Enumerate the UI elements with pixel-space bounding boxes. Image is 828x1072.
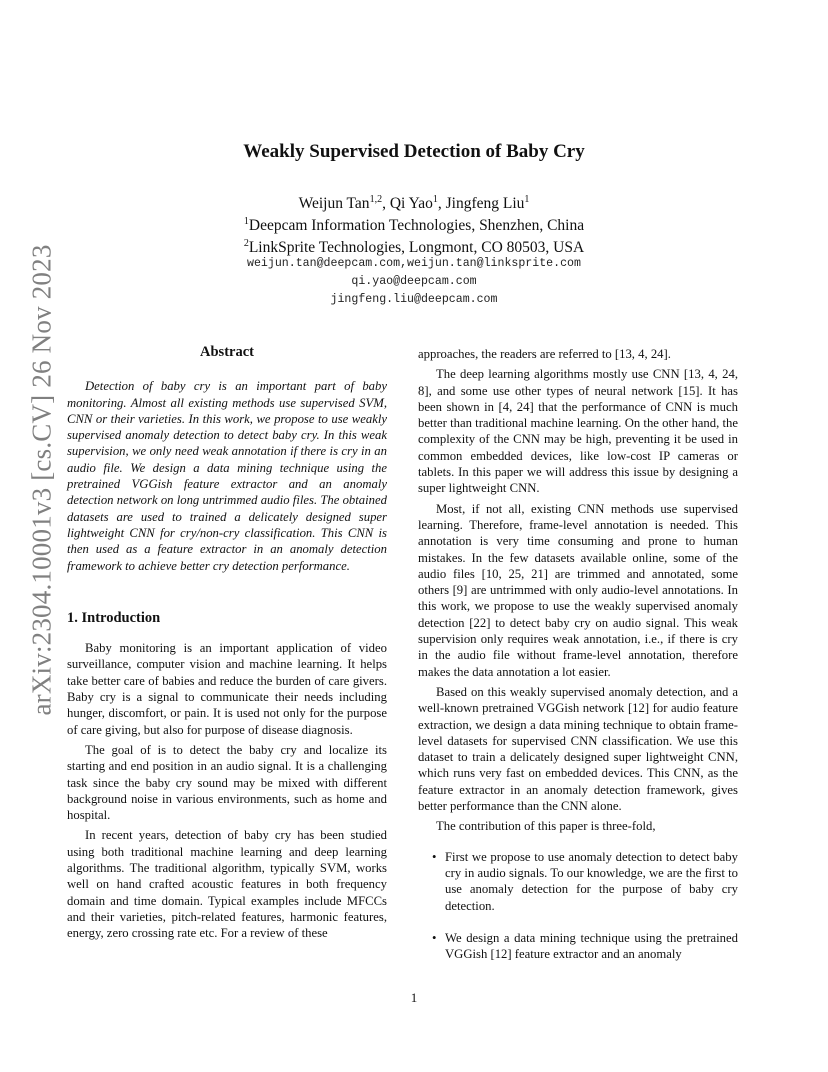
author-sup: 1 [524, 194, 530, 205]
list-item [418, 930, 738, 963]
affiliation-text: LinkSprite Technologies, Longmont, CO 80503, USA [248, 239, 585, 256]
author-sup: 1,2 [369, 194, 383, 205]
left-column [67, 344, 387, 946]
author-names: Weijun Tan$^{1,2}$, Qi Yao$^1$, Jingfeng Liu$^1$ [298, 194, 530, 212]
abstract-heading: Abstract [200, 344, 254, 360]
contribution-list [418, 849, 738, 963]
intro-paragraph: Baby monitoring is an important application of video surveillance, computer vision and machine learning. It helps take better care of babies and reduce the burden of care givers. Baby cry is a signal to communicate their needs including hunger, discomfort, or pain. It is used not only for the purpose of care giving, but also for purpose of disease diagnosis. [67, 641, 387, 737]
affiliation-text: Deepcam Information Technologies, Shenzhen, China [248, 217, 585, 234]
right-column [418, 346, 738, 978]
intro-paragraph: The goal of is to detect the baby cry and localize its starting and end position in an audio signal. It is a challenging task since the baby cry sound may be mixed with different background noise in various environments, such as home and hospital. [67, 742, 387, 823]
author-block [0, 193, 828, 259]
section-heading: 1. Introduction [67, 609, 161, 626]
author-sup: 1 [432, 194, 438, 205]
body-paragraph: The contribution of this paper is three-fold, [436, 819, 656, 834]
arxiv-stamp [22, 244, 62, 716]
affiliation [0, 215, 828, 237]
body-paragraph: Based on this weakly supervised anomaly detection, and a well-known pretrained VGGish network [12] for audio feature extraction, we design a data mining technique to obtain frame-level datasets for supervised CNN classification. We use this dataset to train a delicately designed super lightweight CNN, which runs very fast on embedded devices. This CNN, as the feature extractor in an anomaly detection framework, gives better performance than the CNN alone. [418, 684, 738, 814]
intro-paragraph: In recent years, detection of baby cry has been studied using both traditional machine learning and deep learning algorithms. The traditional algorithm, typically SVM, works well on hand crafted acoustic features in both frequency domain and time domain. Typical examples include MFCCs and their varieties, pitch-related features, harmonic features, energy, zero crossing rate etc. For a review of these [67, 828, 387, 941]
author-name: Jingfeng Liu [445, 195, 525, 212]
bullet-icon: • [432, 849, 437, 864]
page-number: 1 [410, 990, 418, 1005]
bullet-icon: • [432, 930, 437, 945]
list-item [418, 849, 738, 914]
arxiv-stamp-text: arXiv:2304.10001v3 [cs.CV] 26 Nov 2023 [26, 244, 57, 716]
email-line: jingfeng.liu@deepcam.com [330, 293, 498, 306]
body-paragraph: The deep learning algorithms mostly use CNN [13, 4, 24, 8], and some use other types of neural network [15]. It has been shown in [4, 24] that the performance of CNN is much better than traditional machine learning. On the other hand, the complexity of the CNN may be high, preventing it be used in common embedded devices, like low-cost IP cameras or tablets. In this paper we will address this issue by designing a super lightweight CNN. [418, 367, 738, 496]
list-item-text: First we propose to use anomaly detection to detect baby cry in audio signals. To our knowledge, we are the first to use anomaly detection for the purpose of baby cry detection. [445, 849, 738, 913]
affiliation-sup: 1 [243, 216, 249, 227]
list-item-text: We design a data mining technique using the pretrained VGGish [12] feature extractor and an anomaly [445, 930, 738, 962]
email-line: qi.yao@deepcam.com [351, 275, 477, 288]
author-name: Qi Yao [389, 195, 433, 212]
email-line: weijun.tan@deepcam.com,weijun.tan@linksprite.com [247, 257, 581, 270]
author-name: Weijun Tan [298, 195, 370, 212]
paper-title: Weakly Supervised Detection of Baby Cry [243, 141, 585, 162]
abstract-text: Detection of baby cry is an important part of baby monitoring. Almost all existing methods use supervised SVM, CNN or their varieties. In this work, we propose to use weakly supervised anomaly detection to detect baby cry. In this weak supervision, we only need weak annotation if there is cry in an audio file. We design a data mining technique using the pretrained VGGish feature extractor and an anomaly detection network on long untrimmed audio files. The obtained datasets are used to trained a delicately designed super lightweight CNN for cry/non-cry classification. This CNN is then used as a feature extractor in an anomaly detection framework to achieve better cry detection performance. [67, 379, 387, 573]
body-paragraph: Most, if not all, existing CNN methods use supervised learning. Therefore, frame-level annotation is needed. This annotation is very time consuming and prone to human mistakes. In the few datasets available online, some of the audio files [10, 25, 21] are trimmed and annotated, some others [9] are untrimmed with only audio-level annotations. In this work, we propose to use the weakly supervised anomaly detection [22] to detect baby cry on audio signal. This weak supervision only requires weak annotation, i.e., if there is cry in the audio file without frame-level annotation, therefore makes the data annotation a lot easier. [418, 501, 738, 679]
email-block [0, 255, 828, 309]
body-paragraph: approaches, the readers are referred to [13, 4, 24]. [418, 347, 671, 361]
affiliation-sup: 2 [243, 238, 249, 249]
